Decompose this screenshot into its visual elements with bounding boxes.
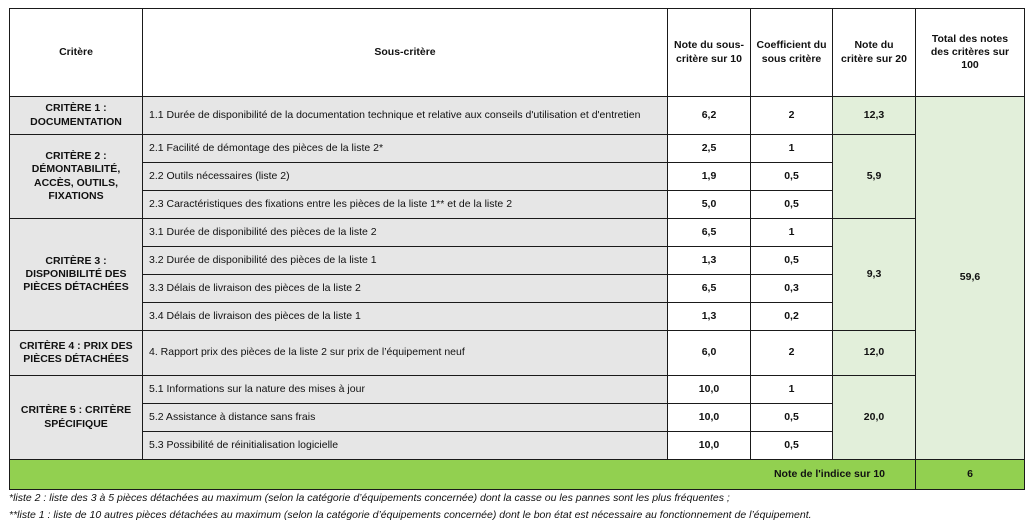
sub-criterion-score: 10,0 [668, 376, 751, 404]
footnotes [9, 490, 812, 524]
sub-criterion-label: 5.3 Possibilité de réinitialisation logicielle [143, 432, 668, 460]
criterion-score-20: 12,3 [833, 97, 916, 135]
repairability-index-table [9, 8, 1025, 490]
sub-criterion-score: 6,0 [668, 331, 751, 376]
sub-criterion-label: 5.1 Informations sur la nature des mises à jour [143, 376, 668, 404]
criterion-label: CRITÈRE 1 : DOCUMENTATION [10, 97, 143, 135]
sub-criterion-label: 2.3 Caractéristiques des fixations entre les pièces de la liste 1** et de la liste 2 [143, 191, 668, 219]
sub-criterion-coefficient: 0,5 [751, 432, 833, 460]
criterion-score-20: 12,0 [833, 331, 916, 376]
table-row [10, 376, 1025, 404]
header-critere: Critère [10, 9, 143, 97]
header-coefficient: Coefficient du sous critère [751, 9, 833, 97]
criterion-label: CRITÈRE 4 : PRIX DES PIÈCES DÉTACHÉES [10, 331, 143, 376]
criterion-score-20: 5,9 [833, 135, 916, 219]
index-value: 6 [916, 460, 1025, 490]
sub-criterion-score: 10,0 [668, 404, 751, 432]
sub-criterion-coefficient: 0,5 [751, 163, 833, 191]
sub-criterion-label: 2.1 Facilité de démontage des pièces de la liste 2* [143, 135, 668, 163]
sub-criterion-label: 3.3 Délais de livraison des pièces de la liste 2 [143, 275, 668, 303]
criterion-score-20: 20,0 [833, 376, 916, 460]
footnote-liste-1: **liste 1 : liste de 10 autres pièces détachées au maximum (selon la catégorie d’équipements concernée) dont le bon état est nécessaire au fonctionnement de l’équipement. [9, 509, 812, 521]
sub-criterion-score: 5,0 [668, 191, 751, 219]
sub-criterion-coefficient: 0,5 [751, 191, 833, 219]
criterion-label: CRITÈRE 5 : CRITÈRE SPÉCIFIQUE [10, 376, 143, 460]
criterion-label: CRITÈRE 2 : DÉMONTABILITÉ, ACCÈS, OUTILS, FIXATIONS [10, 135, 143, 219]
sub-criterion-coefficient: 2 [751, 331, 833, 376]
table-row [10, 219, 1025, 247]
sub-criterion-coefficient: 2 [751, 97, 833, 135]
sub-criterion-label: 3.1 Durée de disponibilité des pièces de la liste 2 [143, 219, 668, 247]
sub-criterion-score: 1,3 [668, 247, 751, 275]
sub-criterion-coefficient: 1 [751, 135, 833, 163]
sub-criterion-coefficient: 0,5 [751, 404, 833, 432]
sub-criterion-label: 3.2 Durée de disponibilité des pièces de la liste 1 [143, 247, 668, 275]
table-row [10, 331, 1025, 376]
footnote-liste-2: *liste 2 : liste des 3 à 5 pièces détachées au maximum (selon la catégorie d’équipements concernée) dont la casse ou les pannes sont les plus fréquentes ; [9, 492, 730, 504]
sub-criterion-score: 10,0 [668, 432, 751, 460]
sub-criterion-coefficient: 0,5 [751, 247, 833, 275]
header-sous-critere: Sous-critère [143, 9, 668, 97]
table-row [10, 97, 1025, 135]
header-note-critere: Note du critère sur 20 [833, 9, 916, 97]
sub-criterion-label: 5.2 Assistance à distance sans frais [143, 404, 668, 432]
sub-criterion-score: 2,5 [668, 135, 751, 163]
table-row [10, 135, 1025, 163]
sub-criterion-score: 1,3 [668, 303, 751, 331]
criterion-label: CRITÈRE 3 : DISPONIBILITÉ DES PIÈCES DÉTACHÉES [10, 219, 143, 331]
sub-criterion-coefficient: 0,2 [751, 303, 833, 331]
sub-criterion-label: 4. Rapport prix des pièces de la liste 2 sur prix de l’équipement neuf [143, 331, 668, 376]
index-label: Note de l'indice sur 10 [10, 460, 916, 490]
criterion-score-20: 9,3 [833, 219, 916, 331]
total-score-100: 59,6 [916, 97, 1025, 460]
header-note-sous-critere: Note du sous-critère sur 10 [668, 9, 751, 97]
sub-criterion-coefficient: 1 [751, 219, 833, 247]
header-total: Total des notes des critères sur 100 [916, 9, 1025, 97]
sub-criterion-score: 1,9 [668, 163, 751, 191]
index-row [10, 460, 1025, 490]
sub-criterion-label: 3.4 Délais de livraison des pièces de la liste 1 [143, 303, 668, 331]
sub-criterion-coefficient: 0,3 [751, 275, 833, 303]
sub-criterion-score: 6,5 [668, 219, 751, 247]
header-row [10, 9, 1025, 97]
sub-criterion-score: 6,2 [668, 97, 751, 135]
sub-criterion-score: 6,5 [668, 275, 751, 303]
sub-criterion-coefficient: 1 [751, 376, 833, 404]
sub-criterion-label: 1.1 Durée de disponibilité de la documentation technique et relative aux conseils d'utilisation et d'entretien [143, 97, 668, 135]
sub-criterion-label: 2.2 Outils nécessaires (liste 2) [143, 163, 668, 191]
